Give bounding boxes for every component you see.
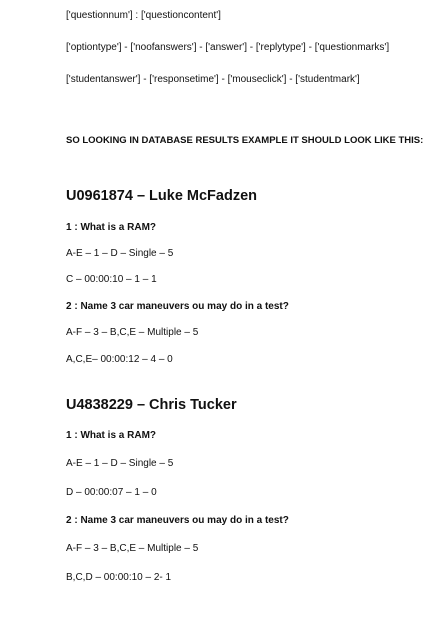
- student-1-q1-spec: A-E – 1 – D – Single – 5: [66, 248, 174, 259]
- format-line-question[interactable]: ['questionnum'] : ['questioncontent']: [66, 10, 221, 21]
- student-2-q2-answer: B,C,D – 00:00:10 – 2- 1: [66, 572, 172, 583]
- student-1-name: U0961874 – Luke McFadzen: [66, 188, 258, 204]
- student-1-q1-answer: C – 00:00:10 – 1 – 1: [66, 274, 157, 285]
- student-1-q2-answer: A,C,E– 00:00:12 – 4 – 0: [66, 354, 173, 365]
- student-2-q1-answer: D – 00:00:07 – 1 – 0: [66, 487, 157, 498]
- student-2-q1: 1 : What is a RAM?: [66, 430, 157, 441]
- student-2-q2-spec: A-F – 3 – B,C,E – Multiple – 5: [66, 543, 199, 554]
- results-heading: SO LOOKING IN DATABASE RESULTS EXAMPLE IT SHOULD LOOK LIKE THIS:: [66, 135, 424, 146]
- student-2-q2: 2 : Name 3 car maneuvers ou may do in a test?: [66, 515, 289, 526]
- student-2-q1-spec: A-E – 1 – D – Single – 5: [66, 458, 174, 469]
- student-1-q2: 2 : Name 3 car maneuvers ou may do in a test?: [66, 301, 289, 312]
- format-line-student: ['studentanswer'] - ['responsetime'] - ['mouseclick'] - ['studentmark']: [66, 74, 360, 85]
- student-1-q2-spec: A-F – 3 – B,C,E – Multiple – 5: [66, 327, 199, 338]
- student-1-q1: 1 : What is a RAM?: [66, 222, 157, 233]
- format-line-options: ['optiontype'] - ['noofanswers'] - ['answer'] - ['replytype'] - ['questionmarks']: [66, 42, 390, 53]
- student-2-name: U4838229 – Chris Tucker: [66, 397, 237, 413]
